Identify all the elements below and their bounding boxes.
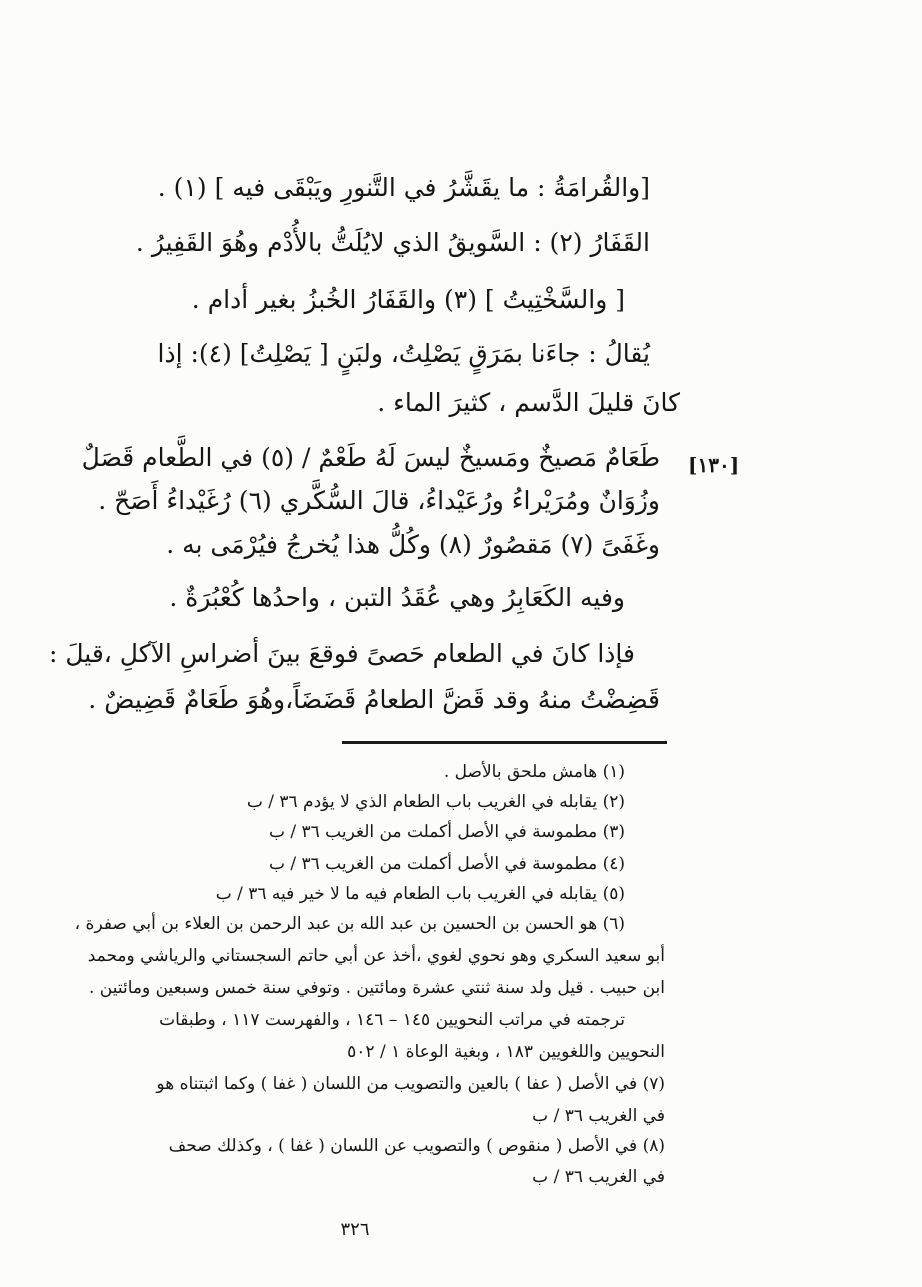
main-text-line-3: [ والسَّخْتِيتُ ] (٣) والقَفَارُ الخُبزُ بغير أدام . [191,285,625,314]
main-text-line-11: قَضِضْتُ منهُ وقد قَضَّ الطعامُ قَضَضَاً،وهُوَ طَعَامٌ قَضِيضٌ . [88,685,660,714]
footnote-6-line-5: النحويين واللغويين ١٨٣ ، وبغية الوعاة ١ / ٥٠٢ [347,1042,665,1062]
main-text-line-7: وزُوَانٌ ومُرَيْراءُ ورُعَيْداءُ، قالَ السُّكَّري (٦) رُغَيْداءُ أَصَحّ . [98,486,660,515]
footnote-8-line-2: في الغريب ٣٦ / ب [532,1167,665,1187]
footnote-6-line-2: أبو سعيد السكري وهو نحوي لغوي ،أخذ عن أبي حاتم السجستاني والرياشي ومحمد [87,946,665,966]
footnote-7-line-1: (٧) في الأصل ( عفا ) بالعين والتصويب من اللسان ( غفا ) وكما اثبتناه هو [156,1074,665,1094]
footnote-7-line-2: في الغريب ٣٦ / ب [532,1106,665,1126]
margin-folio-note: [١٣٠] [688,453,740,477]
main-text-line-6: طَعَامٌ مَصيخٌ ومَسيخٌ ليسَ لَهُ طَعْمٌ / (٥) في الطَّعام قَصَلٌ [81,443,660,472]
footnote-2: (٢) يقابله في الغريب باب الطعام الذي لا يؤدم ٣٦ / ب [246,792,625,812]
footnote-separator [342,741,667,744]
footnote-6-line-4: ترجمته في مراتب النحويين ١٤٥ – ١٤٦ ، والفهرست ١١٧ ، وطبقات [159,1010,625,1030]
page-number: ٣٢٦ [340,1219,370,1240]
footnote-6-line-3: ابن حبيب . قيل ولد سنة ثنتي عشرة ومائتين . وتوفي سنة خمس وسبعين ومائتين . [88,978,665,998]
footnote-6-line-1: (٦) هو الحسن بن الحسين بن عبد الله بن عبد الرحمن بن العلاء بن أبي صفرة ، [74,914,625,934]
footnote-8-line-1: (٨) في الأصل ( منقوص ) والتصويب عن اللسان ( غفا ) ، وكذلك صحف [168,1136,665,1156]
main-text-line-8: وغَفَىً (٧) مَقصُورٌ (٨) وكُلُّ هذا يُخرجُ فيُرْمَى به . [166,530,660,559]
main-text-line-10: فإذا كانَ في الطعام حَصىً فوقعَ بينَ أضراسِ الآكلِ ،قيلَ : [48,639,635,668]
footnote-5: (٥) يقابله في الغريب باب الطعام فيه ما لا خير فيه ٣٦ / ب [215,884,625,904]
footnote-1: (١) هامش ملحق بالأصل . [443,762,625,782]
main-text-line-2: القَفَارُ (٢) : السَّويقُ الذي لايُلَتُّ بالأُدْم وهُوَ القَفِيرُ . [135,228,650,257]
main-text-line-9: وفيه الكَعَابِرُ وهي عُقَدُ التبن ، واحدُها كُعْبُرَةٌ . [169,583,625,612]
footnote-3: (٣) مطموسة في الأصل أكملت من الغريب ٣٦ / ب [268,822,625,842]
footnote-4: (٤) مطموسة في الأصل أكملت من الغريب ٣٦ / ب [268,854,625,874]
main-text-line-1: [والقُرامَةُ : ما يقَشَّرُ في التَّنورِ ويَبْقَى فيه ] (١) . [157,173,650,202]
main-text-line-5: كانَ قليلَ الدَّسم ، كثيرَ الماء . [377,388,680,417]
main-text-line-4: يُقالُ : جاءَنا بمَرَقٍ يَصْلِتُ، ولبَنٍ [ يَصْلِتُ] (٤): إذا [157,339,650,368]
